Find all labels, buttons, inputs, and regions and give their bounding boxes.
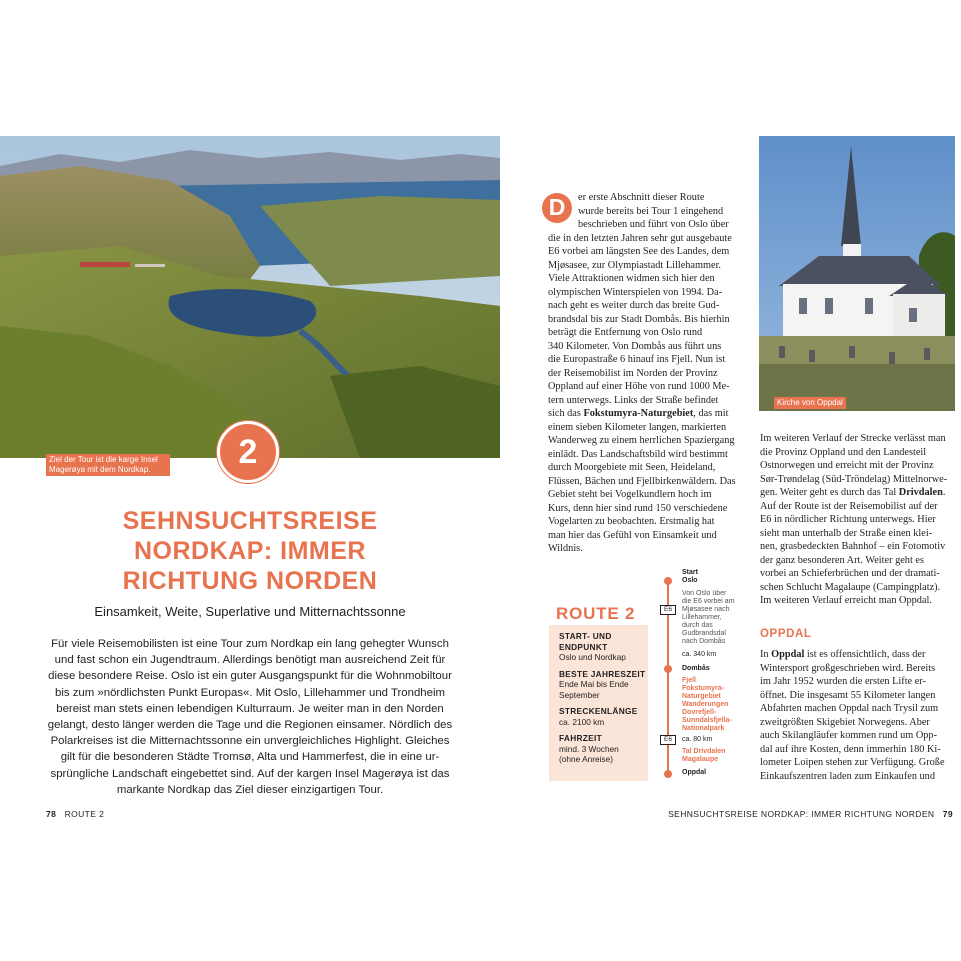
timeline-end: Oppdal (682, 769, 707, 776)
bold-term: Fokstumyra-Naturgebiet (583, 408, 694, 419)
page-number: 79 (942, 809, 953, 819)
body-line: vorbei an Schieferbrüchen und der dramati- (760, 568, 940, 579)
route-info-label (559, 631, 648, 652)
route-info-value (559, 717, 648, 728)
body-line: Abfahrten machen Oppdal nach Trysil zum (760, 703, 939, 714)
route-subtitle: Einsamkeit, Weite, Superlative und Mitternachtssonne (94, 604, 406, 619)
body-line: nach geht es weiter durch das breite Gud- (548, 300, 720, 311)
body-line (760, 648, 956, 662)
body-line: die in den letzten Jahren sehr gut ausgebaute (548, 232, 732, 244)
body-line: der Reisemobilist im Norden der Provinz (548, 367, 718, 379)
value-line: September (559, 689, 600, 700)
body-line: beträgt die Entfernung von Oslo rund (548, 327, 703, 338)
body-line: brandsdal bis zur Stadt Dombås. Bis hierhin (548, 313, 730, 325)
body-line: Einkaufszentren laden zum Einkaufen und (760, 770, 935, 782)
park-line: Fjell (682, 677, 697, 684)
body-line: tern unterwegs. Links der Straße befindet (548, 394, 719, 406)
label-line: START- UND (559, 631, 612, 641)
body-line: schen Schlucht Magalaupe (Campingplatz). (760, 581, 941, 593)
road-sign-e6: E6 (660, 735, 676, 745)
route-info-label (559, 706, 648, 717)
timeline-via (682, 590, 762, 646)
park-line: Dovrefjell- (682, 709, 717, 716)
caption-line: Magerøya mit dem Nordkap. (49, 465, 151, 474)
body-line: E6 vorbei am längsten See des Landes, dem (548, 246, 730, 257)
label-line: ENDPUNKT (559, 641, 608, 652)
value-line: mind. 3 Wochen (559, 743, 619, 754)
body-line: Auf der Route ist der Reisemobilist auf der (760, 500, 938, 512)
timeline-distance-2: ca. 80 km (682, 736, 713, 743)
body-line: Kurs, denn hier sind rund 150 verschiedene (548, 502, 728, 514)
valley-line: Tal Drivdalen (682, 748, 726, 755)
title-line: NORDKAP: IMMER (134, 537, 366, 565)
via-line: die E6 vorbei am (682, 598, 735, 605)
intro-line: diese besondere Reise. Oslo ist ein guter Ausgangspunkt für die Wohnmobiltour (48, 670, 452, 683)
body-text: . (942, 487, 946, 498)
park-line: Nationalpark (682, 725, 725, 732)
label-line: BESTE JAHRESZEIT (559, 668, 646, 679)
body-text: In (760, 649, 769, 660)
footer-right (668, 809, 953, 819)
park-line: Fokstumyra- (682, 685, 725, 692)
timeline-dombas: Dombås (682, 665, 710, 672)
body-line: Viele Attraktionen widmen sich hier den (548, 273, 715, 284)
church-photo-caption: Kirche von Oppdal (774, 397, 846, 409)
body-line (760, 486, 956, 500)
intro-line: und fast schon ein Jugendtraum. Allerdings benötigt man ausreichend Zeit für (54, 654, 446, 667)
park-line: Naturgebiet (682, 693, 721, 700)
intro-line: Polarkreises ist die Mitternachtssonne ein unvergleichliches Highlight. Gleiches (50, 735, 450, 748)
right-column-bottom (760, 648, 956, 783)
body-line: einem sieben Kilometer langen, markierten (548, 421, 727, 433)
value-line: Ende Mai bis Ende (559, 679, 629, 689)
timeline-distance-1: ca. 340 km (682, 651, 717, 658)
running-header: SEHNSUCHTSREISE NORDKAP: IMMER RICHTUNG NORDEN (668, 809, 935, 819)
via-line: Mjøsasee nach (682, 606, 730, 613)
body-line: wurde bereits bei Tour 1 eingehend (578, 205, 724, 217)
title-line: RICHTUNG NORDEN (122, 567, 378, 595)
body-line (548, 407, 745, 421)
body-line: nen, grasbedeckten Bahnhof – ein Fotomotiv (760, 541, 946, 552)
body-line: Oppland auf einer Höhe von rund 1000 Me- (548, 381, 730, 392)
via-line: nach Dombås (682, 638, 726, 645)
via-line: Gudbrandsdal (682, 630, 726, 637)
body-line: die Provinz Oppland und den Landesteil (760, 446, 927, 458)
bold-term: Oppdal (771, 649, 805, 660)
intro-line: bereist man stets einen lebendigen Kulturraum. Je weiter man in den Norden (56, 702, 444, 715)
body-line: E6 in nördlicher Richtung unterwegs. Hier (760, 514, 936, 525)
main-article-column (548, 191, 745, 556)
body-line: einlädt. Das Landschaftsbild wird bestimmt (548, 448, 728, 460)
landscape-photo (0, 136, 500, 458)
body-line: auch Skilangläufer kommen rund um Opp- (760, 730, 938, 741)
timeline-dot-start (664, 577, 672, 585)
via-line: Von Oslo über (682, 590, 727, 597)
body-line: der ganz besonderen Art. Weiter geht es (760, 554, 924, 566)
body-line: Im weiteren Verlauf erreicht man Oppdal. (760, 595, 932, 606)
value-line: ca. 2100 km (559, 716, 605, 727)
route-title (60, 506, 440, 596)
body-line: Wildnis. (548, 543, 583, 554)
intro-line: markante Nordkap das Ziel dieser einzigartigen Tour. (116, 783, 384, 796)
running-header: ROUTE 2 (64, 809, 105, 819)
body-line: Wintersport großgeschrieben wird. Bereits (760, 662, 936, 674)
body-line: Mjøsasee, zur Olympiastadt Lillehammer. (548, 259, 722, 271)
body-line: zweitgrößten Skigebiet Norwegens. Aber (760, 716, 930, 728)
timeline-valley (682, 748, 762, 764)
value-line: Oslo und Nordkap (559, 652, 626, 662)
body-line: 340 Kilometer. Von Dombås aus führt uns (548, 340, 722, 352)
body-line: Im weiteren Verlauf der Strecke verlässt man (760, 433, 946, 444)
page-number: 78 (46, 809, 57, 819)
road-sign-e6: E6 (660, 605, 676, 615)
dropcap: D (542, 193, 572, 223)
route-info-box (549, 625, 648, 781)
label-line: FAHRZEIT (559, 733, 602, 743)
section-heading-oppdal: OPPDAL (760, 628, 812, 640)
footer-left (46, 809, 104, 819)
timeline-start (682, 569, 762, 585)
body-line: Sør-Trøndelag (Süd-Tröndelag) Mittelnorwe- (760, 473, 948, 485)
route-info-value (559, 744, 648, 765)
route-info-value (559, 652, 648, 663)
body-line: durch Moorgebiete mit Seen, Heideland, (548, 462, 716, 473)
body-line: die Europastraße 6 hinauf ins Fjell. Nun ist (548, 354, 726, 365)
body-line: olympischen Winterspielen von 1994. Da- (548, 286, 723, 298)
caption-line: Ziel der Tour ist die karge Insel (49, 455, 158, 464)
label-line: STRECKENLÄNGE (559, 706, 638, 716)
body-line: Wanderweg zu einem herrlichen Spaziergang (548, 435, 735, 446)
via-line: durch das (682, 622, 713, 629)
intro-paragraph (46, 636, 454, 798)
start-label: Start (682, 569, 698, 576)
timeline-dot-end (664, 770, 672, 778)
body-line: Vogelarten zu beobachten. Erstmalig hat (548, 516, 715, 527)
body-text: gen. Weiter geht es durch das Tal (760, 487, 897, 498)
body-line: dal auf ihre Kosten, denn immerhin 180 Ki- (760, 743, 941, 755)
route-box-title: ROUTE 2 (556, 604, 636, 623)
intro-line: gelangt, desto länger werden die Tage und die Regionen einsamer. Nördlich des (47, 719, 453, 732)
body-line: sieht man unterhalb der Straße einen klei- (760, 527, 933, 539)
body-line: im Jahr 1952 wurden die ersten Lifte er- (760, 676, 926, 687)
church-photo (759, 136, 955, 411)
timeline-dot-dombas (664, 665, 672, 673)
body-line: beschrieben und führt von Oslo über (578, 219, 729, 230)
park-line: Sunndalsfjella- (682, 717, 732, 724)
park-line: Wanderungen (682, 701, 729, 708)
body-text: , das mit (693, 408, 729, 419)
right-column-top (760, 432, 956, 608)
body-text: ist es offensichtlich, dass der (804, 649, 926, 660)
intro-line: gilt für die besonderen Städte Tromsø, Alta und Hammerfest, die in eine ur- (60, 751, 440, 764)
route-number-badge (217, 421, 279, 483)
via-line: Lillehammer, (682, 614, 722, 621)
route-info-label (559, 733, 648, 744)
valley-line: Magalaupe (682, 756, 719, 763)
body-line: man hier das Gefühl von Einsamkeit und (548, 529, 717, 541)
start-city: Oslo (682, 577, 698, 584)
timeline-park (682, 677, 762, 733)
body-line: lometer Loipen stehen zur Verfügung. Große (760, 757, 945, 768)
route-number: 2 (238, 432, 258, 471)
value-line: (ohne Anreise) (559, 754, 613, 764)
title-line: SEHNSUCHTSREISE (122, 507, 378, 535)
landscape-photo-caption (46, 454, 170, 476)
route-info-value (559, 679, 648, 700)
route-timeline (660, 568, 760, 786)
route-info-label (559, 669, 648, 680)
body-line: öffnet. Die insgesamt 55 Kilometer langen (760, 689, 936, 701)
intro-line: bis zum »nördlichsten Punkt Europas«. Mit Oslo, Lillehammer und Trondheim (55, 686, 445, 699)
bold-term: Drivdalen (898, 487, 943, 498)
body-line: er erste Abschnitt dieser Route (578, 192, 705, 203)
body-line: Gebiet steht bei Vogelkundlern hoch im (548, 489, 712, 500)
body-line: Ostnorwegen und erreicht mit der Provinz (760, 460, 934, 471)
intro-line: sprüngliche Landschaft eingebettet sind. Auf der kargen Insel Magerøya ist das (50, 767, 450, 780)
body-text: sich das (548, 408, 581, 419)
intro-line: Für viele Reisemobilisten ist eine Tour zum Nordkap ein lang gehegter Wunsch (51, 638, 449, 650)
body-line: Flüssen, Bächen und Fjellbirkenwäldern. Das (548, 475, 736, 487)
